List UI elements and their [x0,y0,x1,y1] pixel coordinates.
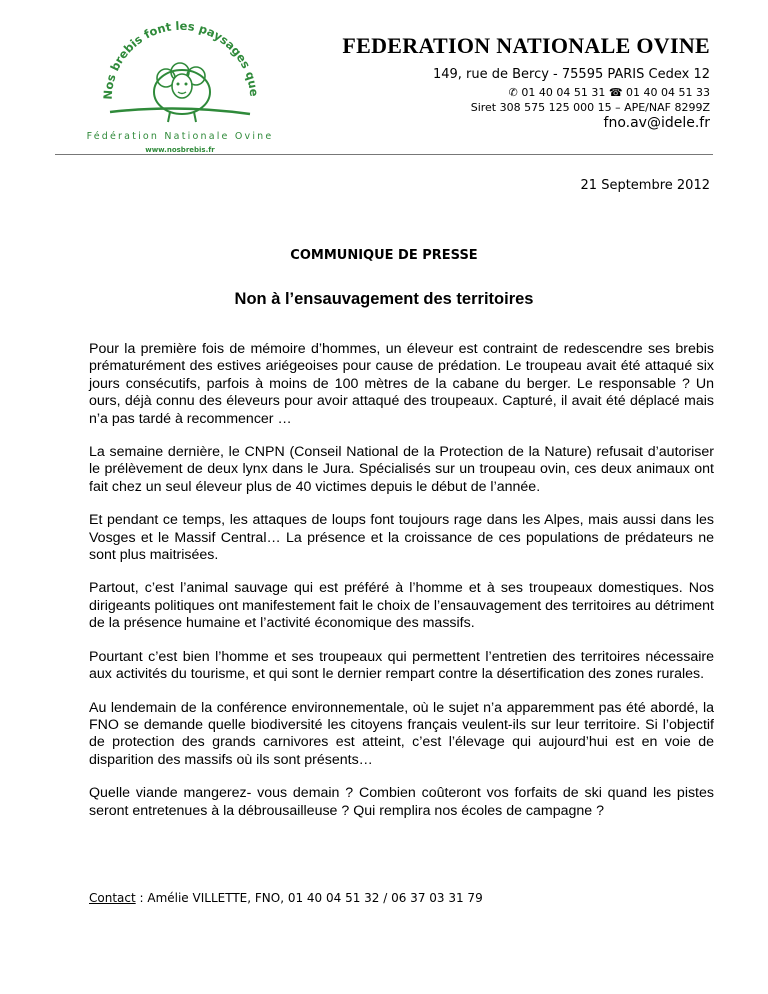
sheep-icon [110,63,250,122]
paragraph: Et pendant ce temps, les attaques de loups font toujours rage dans les Alpes, mais aussi dans les Vosges et le Massif Central… La présence et la croissance de ces populations de prédateurs ne sont plus maitrisées. [89,512,714,564]
paragraph: Au lendemain de la conférence environnementale, où le sujet n’a apparemment pas été abordé, la FNO se demande quelle biodiversité les citoyens français veulent-ils sur leur territoire. Si l’objectif de protection des grands carnivores est atteint, c’est l’élevage qui aujourd’hui est en voie de disparition des massifs où ils sont présents… [89,699,714,768]
organization-name: FEDERATION NATIONALE OVINE [342,33,710,58]
postal-address: 149, rue de Bercy - 75595 PARIS Cedex 12 [432,67,710,82]
logo-org-name: Fédération Nationale Ovine [86,131,274,142]
header-divider [55,154,713,155]
document-body [89,341,714,836]
logo-website: www.nosbrebis.fr [145,146,215,154]
phone-fax: ✆ 01 40 04 51 31 ☎ 01 40 04 51 33 [508,86,710,99]
paragraph: Quelle viande mangerez- vous demain ? Combien coûteront vos forfaits de ski quand les pistes seront entretenues à la débrousailleuse ? Qui remplira nos écoles de campagne ? [89,785,714,819]
contact-line [89,891,483,905]
fno-logo [70,12,290,162]
document-title: Non à l’ensauvagement des territoires [234,290,534,308]
sheep-logo-graphic [70,12,290,162]
siret-number: Siret 308 575 125 000 15 – APE/NAF 8299Z [470,101,710,114]
document-date: 21 Septembre 2012 [580,178,710,193]
paragraph: La semaine dernière, le CNPN (Conseil National de la Protection de la Nature) refusait d’autoriser le prélèvement de deux lynx dans le Jura. Spécialisés sur un troupeau ovin, ces deux animaux ont fait chez un seul éleveur plus de 40 victimes depuis le début de l’année. [89,444,714,495]
paragraph: Pourtant c’est bien l’homme et ses troupeaux qui permettent l’entretien des territoires nécessaire aux activités du tourisme, et qui sont le dernier rempart contre la désertification des zones rurales. [89,648,714,683]
press-release-label: COMMUNIQUE DE PRESSE [290,248,478,263]
email-address: fno.av@idele.fr [603,115,710,131]
contact-details: : Amélie VILLETTE, FNO, 01 40 04 51 32 / 06 37 03 31 79 [135,891,483,905]
contact-label: Contact [89,891,136,905]
logo-slogan: Nos brebis font les paysages que [100,18,262,100]
paragraph: Pour la première fois de mémoire d’hommes, un éleveur est contraint de redescendre ses brebis prématurément des estives ariégeoises pour cause de prédation. Le troupeau avait été attaqué six jours consécutifs, parfois à moins de 100 mètres de la cabane du berger. Le responsable ? Un ours, déjà connu des éleveurs pour avoir attaqué des troupeaux. Capturé, il avait été déplacé mais n’a pas tardé à recommencer … [89,341,714,427]
paragraph: Partout, c’est l’animal sauvage qui est préféré à l’homme et à ses troupeaux domestiques. Nos dirigeants politiques ont manifestement fait le choix de l’ensauvagement des territoires au détriment de la présence humaine et l’activité économique des massifs. [89,580,714,632]
